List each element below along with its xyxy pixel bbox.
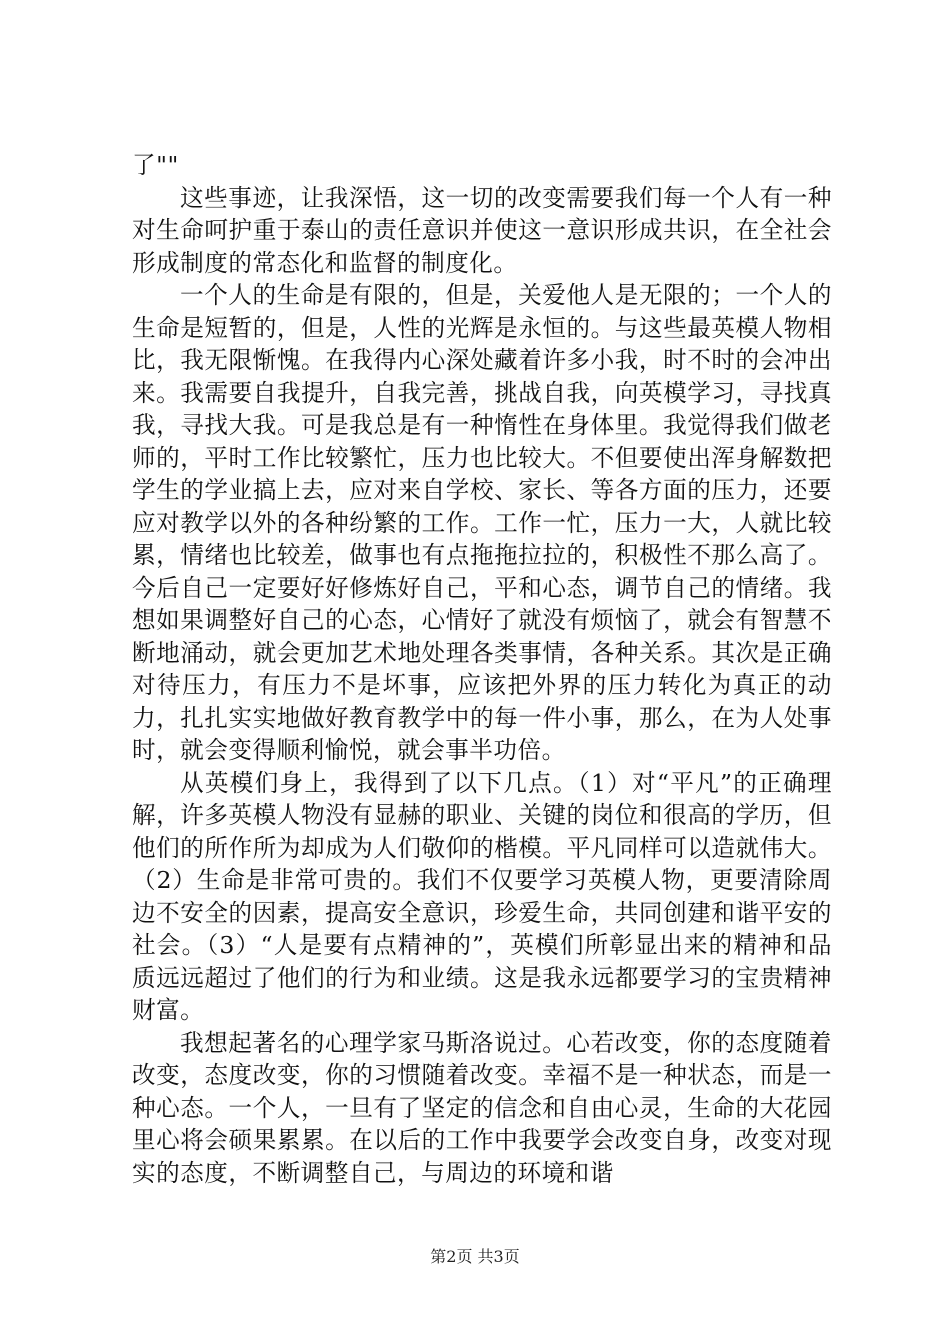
document-body bbox=[132, 149, 832, 1189]
paragraph: 我想起著名的心理学家马斯洛说过。心若改变，你的态度随着改变，态度改变，你的习惯随着改变。幸福不是一种状态，而是一种心态。一个人，一旦有了坚定的信念和自由心灵，生命的大花园里心将会硕果累累。在以后的工作中我要学会改变自身，改变对现实的态度，不断调整自己，与周边的环境和谐 bbox=[132, 1028, 832, 1187]
page-number-footer: 第2页 共3页 bbox=[430, 1247, 520, 1266]
paragraph-continuation: 了"" bbox=[132, 151, 179, 179]
paragraph: 这些事迹，让我深悟，这一切的改变需要我们每一个人有一种对生命呵护重于泰山的责任意识并使这一意识形成共识，在全社会形成制度的常态化和监督的制度化。 bbox=[132, 183, 832, 277]
paragraph: 从英模们身上，我得到了以下几点。（1）对“平凡”的正确理解，许多英模人物没有显赫的职业、关键的岗位和很高的学历，但他们的所作所为却成为人们敬仰的楷模。平凡同样可以造就伟大。（2）生命是非常可贵的。我们不仅要学习英模人物，更要清除周边不安全的因素，提高安全意识，珍爱生命，共同创建和谐平安的社会。（3）“人是要有点精神的”，英模们所彰显出来的精神和品质远远超过了他们的行为和业绩。这是我永远都要学习的宝贵精神财富。 bbox=[132, 768, 832, 1024]
paragraph: 一个人的生命是有限的，但是，关爱他人是无限的；一个人的生命是短暂的，但是，人性的光辉是永恒的。与这些最英模人物相比，我无限惭愧。在我得内心深处藏着许多小我，时不时的会冲出来。我需要自我提升，自我完善，挑战自我，向英模学习，寻找真我，寻找大我。可是我总是有一种惰性在身体里。我觉得我们做老师的，平时工作比较繁忙，压力也比较大。不但要使出浑身解数把学生的学业搞上去，应对来自学校、家长、等各方面的压力，还要应对教学以外的各种纷繁的工作。工作一忙，压力一大，人就比较累，情绪也比较差，做事也有点拖拖拉拉的，积极性不那么高了。今后自己一定要好好修炼好自己，平和心态，调节自己的情绪。我想如果调整好自己的心态，心情好了就没有烦恼了，就会有智慧不断地涌动，就会更加艺术地处理各类事情，各种关系。其次是正确对待压力，有压力不是坏事，应该把外界的压力转化为真正的动力，扎扎实实地做好教育教学中的每一件小事，那么，在为人处事时，就会变得顺利愉悦，就会事半功倍。 bbox=[132, 281, 832, 764]
